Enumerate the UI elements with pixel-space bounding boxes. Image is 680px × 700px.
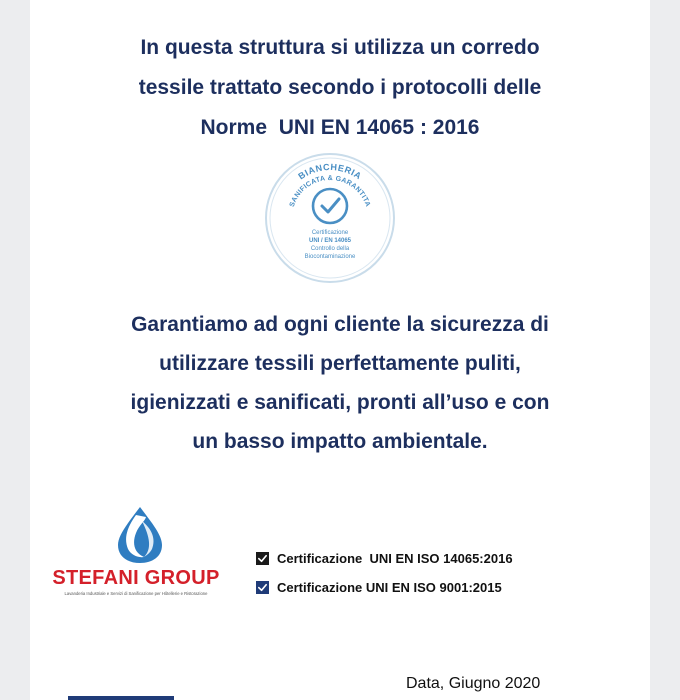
certification-label: Certificazione UNI EN ISO 9001:2015 [277,580,502,595]
water-drop-icon [112,505,168,565]
notice-line: tessile trattato secondo i protocolli delle [138,76,542,99]
seal-line: Biocontaminazione [304,254,356,260]
stefani-group-logo [36,505,236,600]
notice-line: In questa struttura si utilizza un corredo [140,36,540,59]
check-circle-icon [313,189,347,223]
certification-item [256,551,513,566]
brand-name: STEFANI GROUP [52,567,220,589]
guarantee-line: Garantiamo ad ogni cliente la sicurezza di [131,313,549,336]
notice-heading [0,28,680,148]
certification-label: Certificazione UNI EN ISO 14065:2016 [277,551,513,566]
brand-tagline: Lavanderia Industriale e Servizi di Sanificazione per Hôtellerie e Ristorazione [64,591,208,596]
certification-item [256,580,502,595]
checkbox-checked-icon [256,581,269,594]
footer-bar [68,696,174,700]
guarantee-heading [0,305,680,461]
guarantee-line: un basso impatto ambientale. [192,430,488,453]
checkbox-checked-icon [256,552,269,565]
seal-line: Certificazione [311,230,349,236]
seal-arc-text: SANIFICATA & GARANTITA [288,174,372,208]
seal-top-text: BIANCHERIA [296,161,364,182]
notice-line: Norme UNI EN 14065 : 2016 [200,116,480,139]
seal-line: UNI / EN 14065 [308,238,352,244]
seal-line: Controllo della [310,246,350,252]
guarantee-line: igienizzati e sanificati, pronti all’uso e con [130,391,550,414]
document-date: Data, Giugno 2020 [406,675,541,692]
guarantee-line: utilizzare tessili perfettamente puliti, [159,352,521,375]
certification-seal [262,150,398,286]
